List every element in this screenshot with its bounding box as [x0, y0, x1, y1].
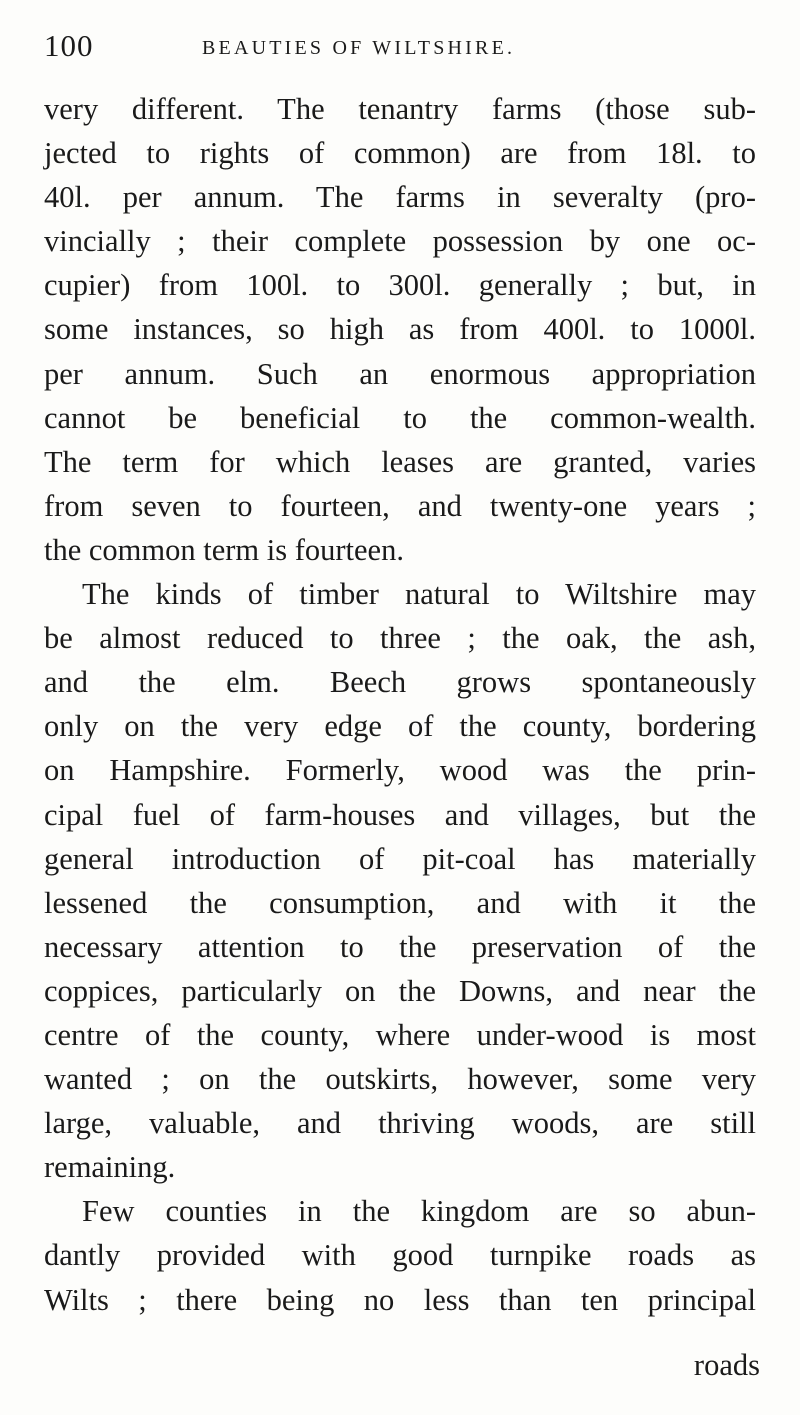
text-line: dantly provided with good turnpike roads as [44, 1238, 756, 1273]
text-line: some instances, so high as from 400l. to 1000l. [44, 312, 756, 347]
text-line: be almost reduced to three ; the oak, the ash, [44, 621, 756, 656]
text-line: The term for which leases are granted, varies [44, 444, 756, 479]
page-number: 100 [44, 28, 94, 63]
text-line: on Hampshire. Formerly, wood was the prin- [44, 753, 756, 788]
text-line: 40l. per annum. The farms in severalty (pro- [44, 180, 756, 215]
text-line: remaining. [44, 1150, 176, 1185]
text-line: centre of the county, where under-wood is most [44, 1017, 756, 1052]
text-line: lessened the consumption, and with it the [44, 885, 756, 920]
text-line: Wilts ; there being no less than ten principal [44, 1282, 756, 1317]
running-title: BEAUTIES OF WILTSHIRE. [202, 37, 516, 59]
text-line: per annum. Such an enormous appropriation [44, 356, 756, 391]
body-text [44, 87, 756, 1322]
paragraph-start-line: Few counties in the kingdom are so abun- [82, 1194, 756, 1229]
text-line: vincially ; their complete possession by one oc- [44, 224, 756, 259]
text-line: cupier) from 100l. to 300l. generally ; but, in [44, 268, 756, 303]
running-head [44, 28, 756, 68]
text-line: general introduction of pit-coal has materially [44, 841, 756, 876]
text-line: cannot be beneficial to the common-wealth. [44, 400, 756, 435]
text-line: and the elm. Beech grows spontaneously [44, 665, 756, 700]
text-line: cipal fuel of farm-houses and villages, but the [44, 797, 756, 832]
catchword: roads [693, 1348, 760, 1382]
text-line: necessary attention to the preservation of the [44, 929, 756, 964]
text-line: wanted ; on the outskirts, however, some very [44, 1062, 756, 1097]
text-line: the common term is fourteen. [44, 532, 404, 567]
paragraph-start-line: The kinds of timber natural to Wiltshire may [82, 577, 756, 612]
text-line: very different. The tenantry farms (those sub- [44, 92, 756, 126]
text-line: jected to rights of common) are from 18l. to [44, 136, 756, 171]
text-line: large, valuable, and thriving woods, are still [44, 1106, 756, 1141]
text-line: from seven to fourteen, and twenty-one years ; [44, 488, 756, 523]
text-line: coppices, particularly on the Downs, and near the [44, 973, 756, 1008]
text-line: only on the very edge of the county, bordering [44, 709, 756, 744]
